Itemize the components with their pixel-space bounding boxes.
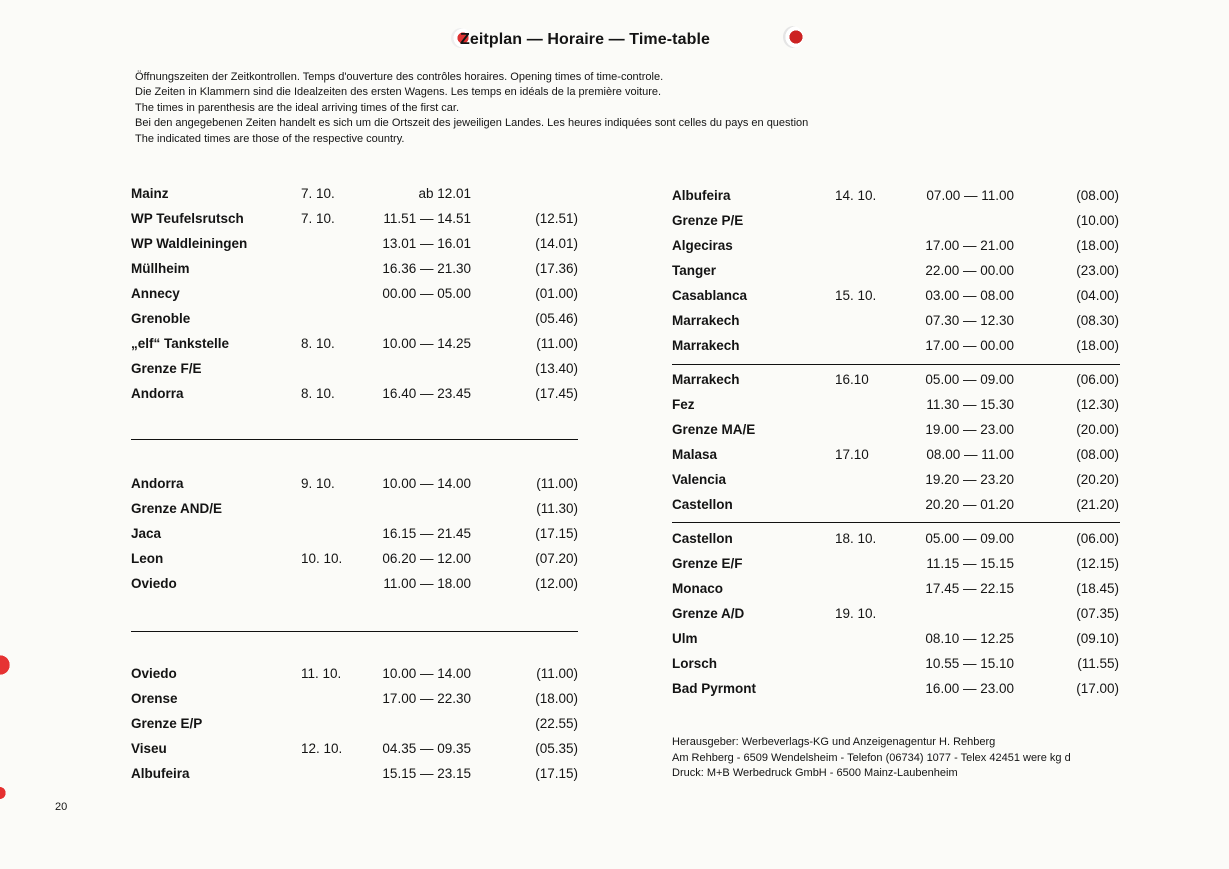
page-title: Zeitplan — Horaire — Time-table [460, 31, 710, 48]
ideal-time: (17.45) [535, 386, 578, 401]
ideal-time: (08.00) [1076, 188, 1119, 203]
intro-line: The times in parenthesis are the ideal arriving times of the first car. [135, 101, 460, 114]
opening-time: 15.15 — 23.15 [382, 766, 471, 781]
ideal-time: (12.30) [1076, 397, 1119, 412]
control-date: 16.10 [835, 372, 869, 387]
opening-time: 19.00 — 23.00 [925, 422, 1014, 437]
control-date: 18. 10. [835, 531, 877, 546]
place-name: Malasa [672, 447, 718, 462]
schedule-row [131, 741, 581, 766]
place-name: Fez [672, 397, 695, 412]
ideal-time: (18.00) [1076, 238, 1119, 253]
ideal-time: (17.36) [535, 261, 578, 276]
place-name: Orense [131, 691, 178, 706]
place-name: Grenze P/E [672, 213, 744, 228]
ideal-time: (17.15) [535, 526, 578, 541]
schedule-row [672, 681, 1122, 706]
place-name: Valencia [672, 472, 727, 487]
opening-time: 17.00 — 22.30 [382, 691, 471, 706]
ideal-time: (12.51) [535, 211, 578, 226]
opening-time: 08.10 — 12.25 [925, 631, 1014, 646]
ideal-time: (23.00) [1076, 263, 1119, 278]
place-name: Tanger [672, 263, 717, 278]
schedule-row [131, 691, 581, 716]
place-name: Jaca [131, 526, 162, 541]
section-divider [672, 364, 1120, 365]
place-name: Annecy [131, 286, 180, 301]
place-name: „elf“ Tankstelle [131, 336, 230, 351]
ideal-time: (01.00) [535, 286, 578, 301]
ideal-time: (13.40) [535, 361, 578, 376]
schedule-row [672, 447, 1122, 472]
place-name: Grenze AND/E [131, 501, 223, 516]
opening-time: 22.00 — 00.00 [925, 263, 1014, 278]
schedule-row [672, 531, 1122, 556]
ideal-time: (04.00) [1076, 288, 1119, 303]
opening-time: 13.01 — 16.01 [382, 236, 471, 251]
schedule-block-right-3 [672, 531, 1122, 706]
schedule-row [131, 361, 581, 386]
control-date: 7. 10. [301, 211, 335, 226]
schedule-block-left-1 [131, 186, 581, 411]
place-name: Oviedo [131, 576, 177, 591]
opening-time: 11.30 — 15.30 [926, 397, 1014, 412]
ideal-time: (20.00) [1076, 422, 1119, 437]
schedule-row [672, 397, 1122, 422]
section-divider [131, 439, 578, 440]
ideal-time: (08.00) [1076, 447, 1119, 462]
publisher-info [672, 735, 1132, 782]
schedule-row [672, 581, 1122, 606]
control-date: 15. 10. [835, 288, 877, 303]
schedule-row [131, 551, 581, 576]
place-name: Casablanca [672, 288, 748, 303]
ideal-time: (18.00) [535, 691, 578, 706]
schedule-row [672, 656, 1122, 681]
section-divider [131, 631, 578, 632]
opening-time: 10.00 — 14.00 [382, 476, 471, 491]
schedule-row [672, 288, 1122, 313]
schedule-row [131, 311, 581, 336]
place-name: Grenze MA/E [672, 422, 756, 437]
schedule-row [672, 631, 1122, 656]
opening-time: 03.00 — 08.00 [925, 288, 1014, 303]
opening-time: ab 12.01 [418, 186, 471, 201]
place-name: Marrakech [672, 338, 740, 353]
place-name: Albufeira [672, 188, 731, 203]
schedule-row [131, 576, 581, 601]
opening-time: 19.20 — 23.20 [925, 472, 1014, 487]
page-number: 20 [55, 801, 68, 813]
place-name: Algeciras [672, 238, 733, 253]
ideal-time: (11.30) [536, 501, 578, 516]
red-ink-stain [0, 650, 12, 680]
intro-line: Die Zeiten in Klammern sind die Idealzeiten des ersten Wagens. Les temps en idéals de la première voiture. [135, 86, 662, 99]
control-date: 8. 10. [301, 336, 335, 351]
opening-time: 06.20 — 12.00 [382, 551, 471, 566]
place-name: Müllheim [131, 261, 190, 276]
schedule-row [672, 338, 1122, 363]
place-name: Grenze E/F [672, 556, 743, 571]
opening-time: 11.15 — 15.15 [926, 556, 1014, 571]
place-name: Ulm [672, 631, 698, 646]
schedule-row [131, 261, 581, 286]
place-name: Andorra [131, 476, 184, 491]
publisher-line: Druck: M+B Werbedruck GmbH - 6500 Mainz-Laubenheim [672, 767, 958, 779]
schedule-row [131, 666, 581, 691]
schedule-row [672, 556, 1122, 581]
place-name: WP Teufelsrutsch [131, 211, 244, 226]
ideal-time: (06.00) [1076, 531, 1119, 546]
intro-text [135, 70, 1035, 147]
place-name: Andorra [131, 386, 184, 401]
schedule-row [672, 213, 1122, 238]
place-name: Castellon [672, 497, 733, 512]
opening-time: 07.30 — 12.30 [925, 313, 1014, 328]
schedule-row [131, 716, 581, 741]
ideal-time: (22.55) [535, 716, 578, 731]
schedule-row [672, 606, 1122, 631]
place-name: Viseu [131, 741, 167, 756]
place-name: Bad Pyrmont [672, 681, 757, 696]
opening-time: 05.00 — 09.00 [925, 372, 1014, 387]
opening-time: 20.20 — 01.20 [925, 497, 1014, 512]
control-date: 9. 10. [301, 476, 335, 491]
schedule-row [672, 188, 1122, 213]
opening-time: 11.00 — 18.00 [383, 576, 471, 591]
ideal-time: (08.30) [1076, 313, 1119, 328]
ideal-time: (05.46) [535, 311, 578, 326]
place-name: Marrakech [672, 313, 740, 328]
intro-line: The indicated times are those of the respective country. [135, 132, 405, 145]
ideal-time: (10.00) [1076, 213, 1119, 228]
ideal-time: (06.00) [1076, 372, 1119, 387]
opening-time: 16.40 — 23.45 [382, 386, 471, 401]
ideal-time: (18.00) [1076, 338, 1119, 353]
place-name: Castellon [672, 531, 733, 546]
schedule-row [131, 501, 581, 526]
schedule-row [672, 472, 1122, 497]
schedule-row [672, 313, 1122, 338]
place-name: WP Waldleiningen [131, 236, 248, 251]
red-ink-stain [0, 786, 8, 800]
schedule-row [131, 236, 581, 261]
ideal-time: (20.20) [1076, 472, 1119, 487]
place-name: Marrakech [672, 372, 740, 387]
schedule-row [131, 336, 581, 361]
opening-time: 00.00 — 05.00 [382, 286, 471, 301]
control-date: 7. 10. [301, 186, 335, 201]
opening-time: 16.15 — 21.45 [382, 526, 471, 541]
schedule-row [131, 211, 581, 236]
schedule-row [672, 372, 1122, 397]
ideal-time: (07.35) [1076, 606, 1119, 621]
ideal-time: (11.00) [536, 336, 578, 351]
ideal-time: (09.10) [1076, 631, 1119, 646]
schedule-row [131, 386, 581, 411]
opening-time: 17.45 — 22.15 [925, 581, 1014, 596]
place-name: Oviedo [131, 666, 177, 681]
place-name: Grenze A/D [672, 606, 745, 621]
intro-line: Bei den angegebenen Zeiten handelt es sich um die Ortszeit des jeweiligen Landes. Les heures indiquées sont celles du pays en question [135, 117, 809, 130]
opening-time: 16.00 — 23.00 [925, 681, 1014, 696]
opening-time: 17.00 — 21.00 [925, 238, 1014, 253]
schedule-row [672, 263, 1122, 288]
schedule-row [672, 422, 1122, 447]
place-name: Grenze F/E [131, 361, 202, 376]
schedule-row [131, 526, 581, 551]
ideal-time: (07.20) [535, 551, 578, 566]
opening-time: 10.55 — 15.10 [925, 656, 1014, 671]
opening-time: 10.00 — 14.00 [382, 666, 471, 681]
ideal-time: (18.45) [1076, 581, 1119, 596]
place-name: Lorsch [672, 656, 718, 671]
opening-time: 10.00 — 14.25 [382, 336, 471, 351]
place-name: Mainz [131, 186, 169, 201]
place-name: Grenoble [131, 311, 191, 326]
control-date: 12. 10. [301, 741, 343, 756]
schedule-row [131, 476, 581, 501]
schedule-block-right-2 [672, 372, 1122, 522]
place-name: Albufeira [131, 766, 190, 781]
ideal-time: (11.00) [536, 476, 578, 491]
ideal-time: (21.20) [1076, 497, 1119, 512]
publisher-line: Herausgeber: Werbeverlags-KG und Anzeigenagentur H. Rehberg [672, 736, 996, 748]
control-date: 17.10 [835, 447, 869, 462]
schedule-block-left-2 [131, 476, 581, 601]
ideal-time: (17.00) [1076, 681, 1119, 696]
ideal-time: (12.00) [535, 576, 578, 591]
section-divider [672, 522, 1120, 523]
schedule-row [672, 497, 1122, 522]
ideal-time: (11.00) [536, 666, 578, 681]
place-name: Monaco [672, 581, 724, 596]
control-date: 8. 10. [301, 386, 335, 401]
opening-time: 04.35 — 09.35 [382, 741, 471, 756]
control-date: 11. 10. [301, 666, 342, 681]
schedule-row [131, 186, 581, 211]
ideal-time: (12.15) [1076, 556, 1119, 571]
opening-time: 05.00 — 09.00 [925, 531, 1014, 546]
schedule-row [131, 286, 581, 311]
schedule-block-right-1 [672, 188, 1122, 363]
publisher-line: Am Rehberg - 6509 Wendelsheim - Telefon (06734) 1077 - Telex 42451 were kg d [672, 751, 1071, 764]
ideal-time: (05.35) [535, 741, 578, 756]
intro-line: Öffnungszeiten der Zeitkontrollen. Temps d'ouverture des contrôles horaires. Opening times of time-controle. [135, 71, 664, 83]
place-name: Grenze E/P [131, 716, 203, 731]
schedule-row [131, 766, 581, 791]
ideal-time: (17.15) [535, 766, 578, 781]
ideal-time: (14.01) [535, 236, 578, 251]
control-date: 14. 10. [835, 188, 877, 203]
opening-time: 17.00 — 00.00 [925, 338, 1014, 353]
opening-time: 08.00 — 11.00 [926, 447, 1014, 462]
control-date: 10. 10. [301, 551, 343, 566]
ideal-time: (11.55) [1077, 656, 1119, 671]
opening-time: 16.36 — 21.30 [382, 261, 471, 276]
schedule-block-left-3 [131, 666, 581, 791]
opening-time: 11.51 — 14.51 [383, 211, 471, 226]
opening-time: 07.00 — 11.00 [926, 188, 1014, 203]
place-name: Leon [131, 551, 164, 566]
schedule-row [672, 238, 1122, 263]
control-date: 19. 10. [835, 606, 877, 621]
